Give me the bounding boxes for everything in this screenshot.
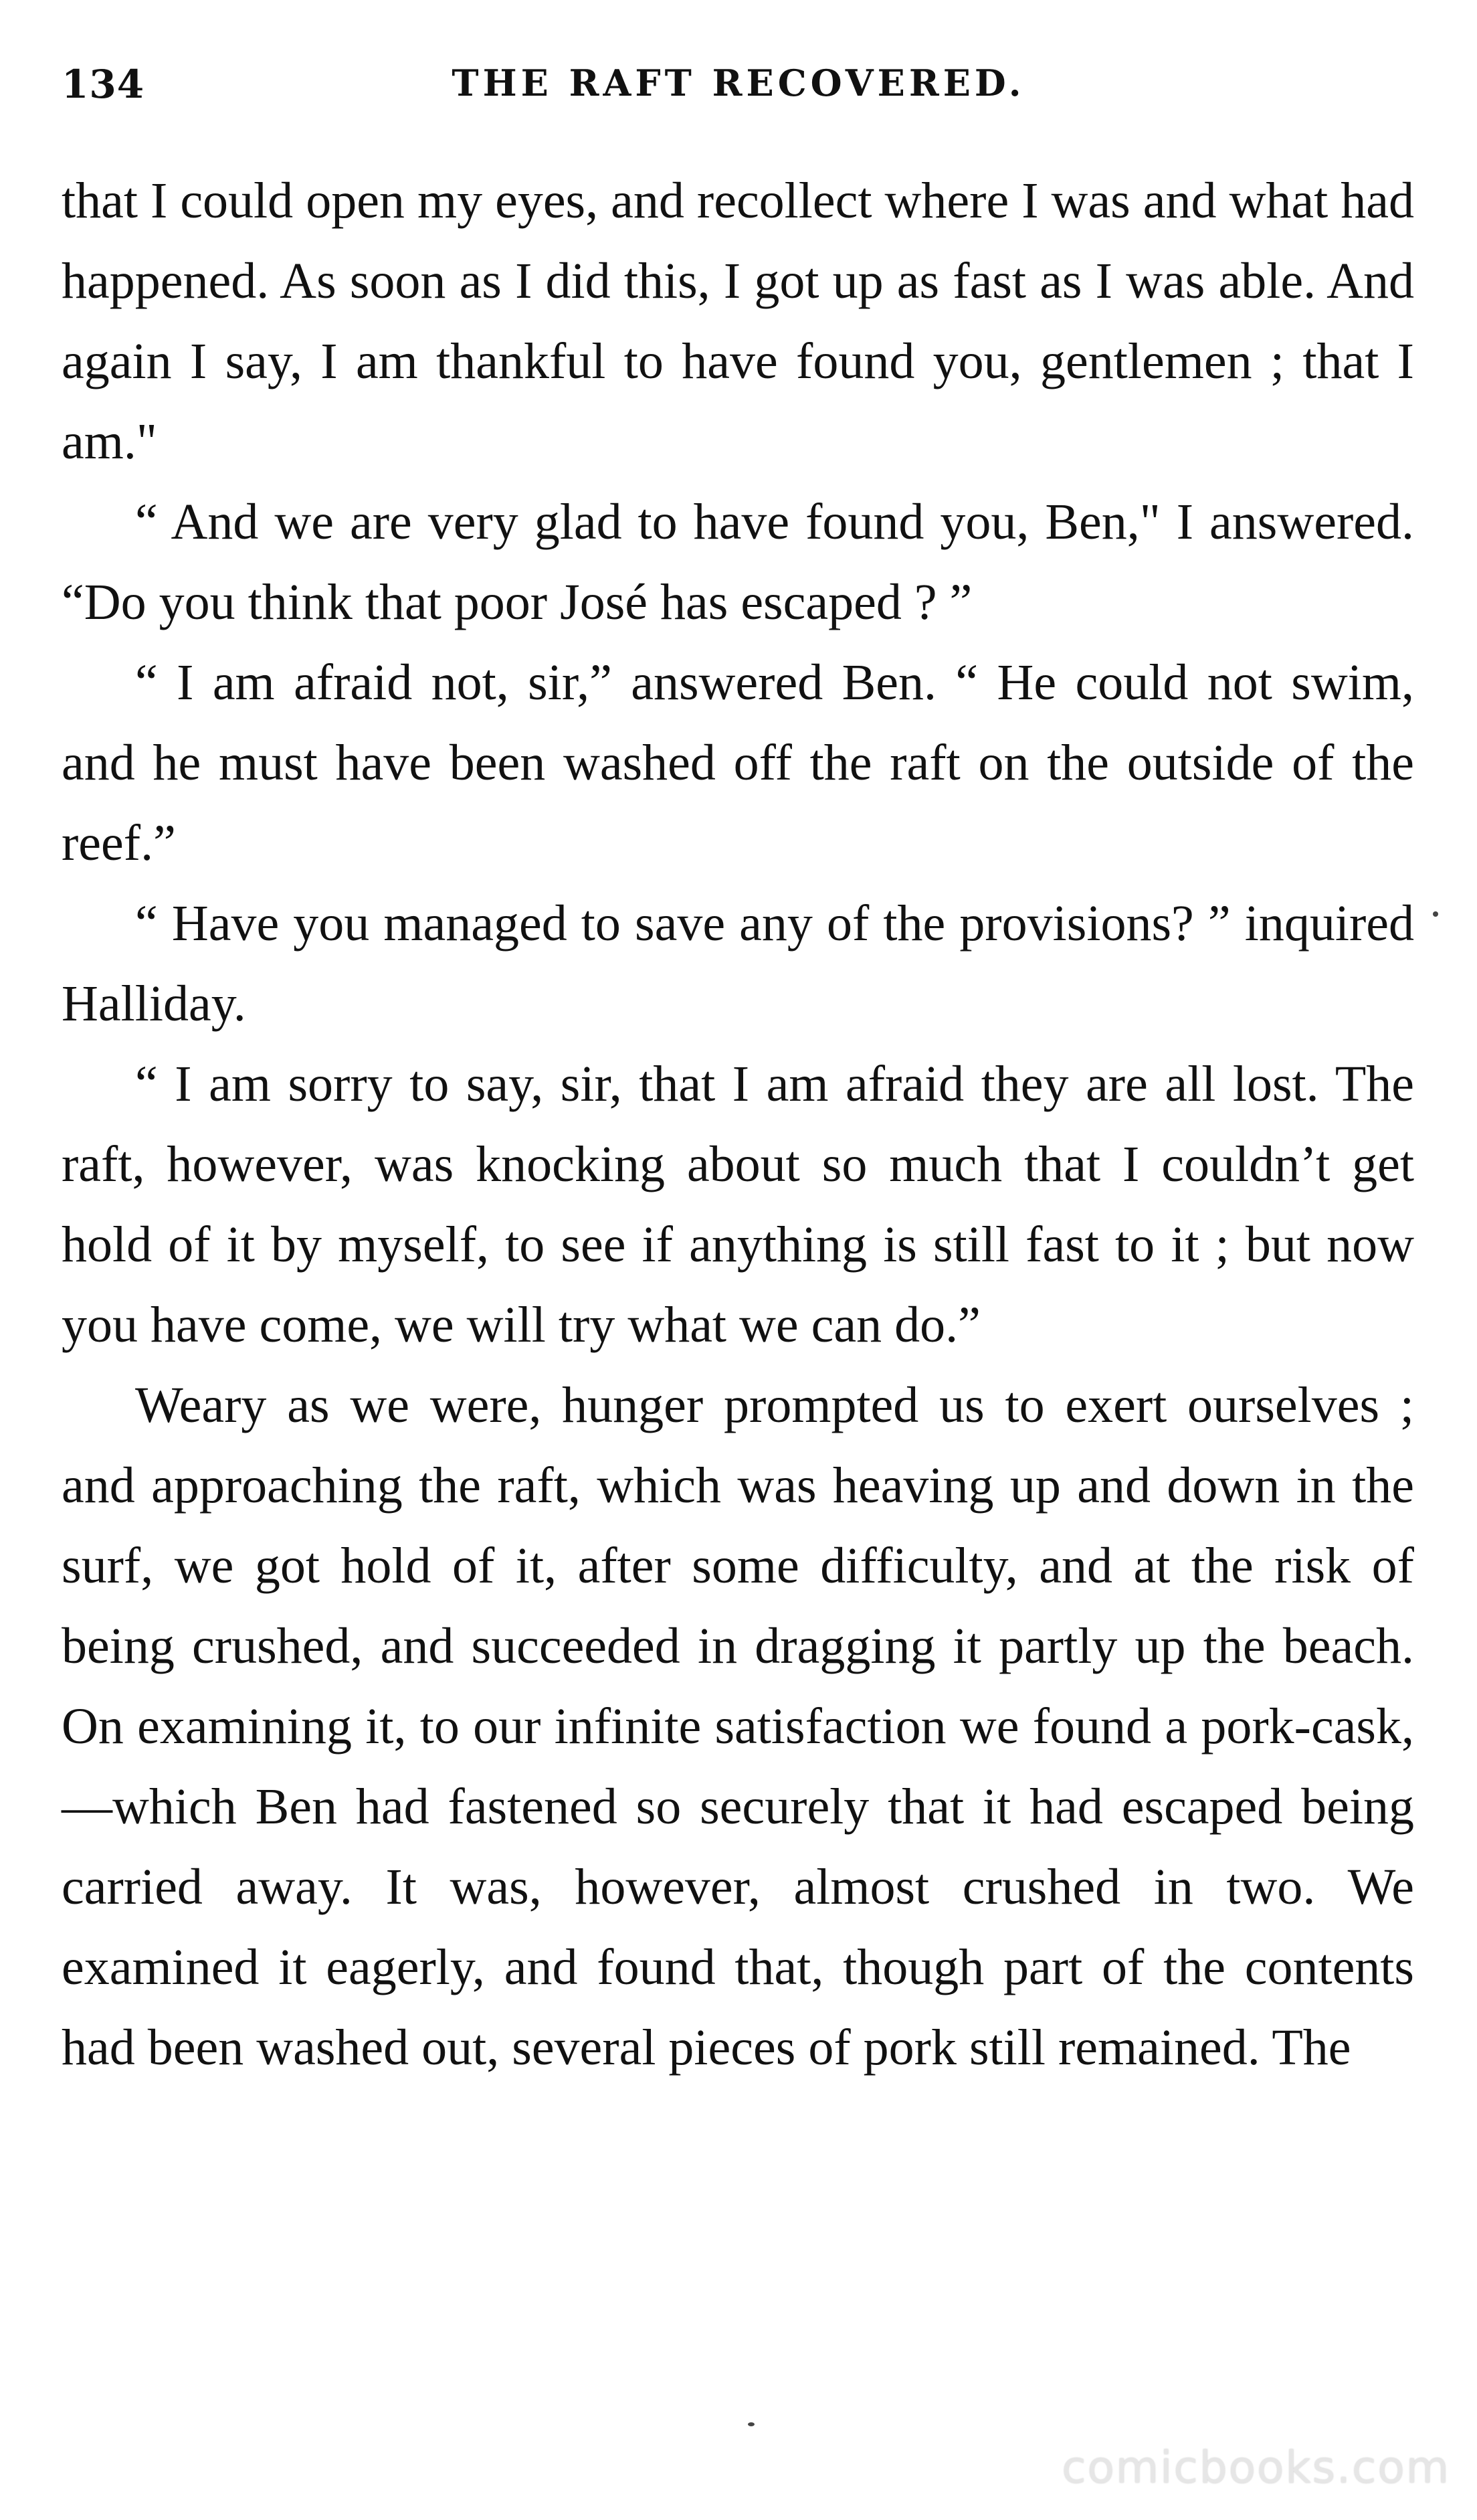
- paragraph-5: “ I am sorry to say, sir, that I am afraid they are all lost. The raft, however, was knocking about so much that I couldn’t get hold of it by myself, to see if anything is still fast to it ; but now you have come, we will try what we can do.”: [62, 1056, 1414, 1353]
- paragraph-6: Weary as we were, hunger prompted us to exert ourselves ; and approaching the raft, which was heaving up and down in the surf, we got hold of it, after some difficulty, and at the risk of being crushed, and succeeded in dragging it partly up the beach. On examining it, to our infinite satisfaction we found a pork-cask,—which Ben had fastened so securely that it had escaped being carried away. It was, however, almost crushed in two. We examined it eagerly, and found that, though part of the contents had been washed out, several pieces of pork still remained. The: [62, 1377, 1414, 2076]
- running-title: THE RAFT RECOVERED.: [452, 62, 1025, 104]
- paragraph-2: “ And we are very glad to have found you, Ben," I answered. “Do you think that poor José has escaped ? ”: [62, 494, 1414, 630]
- page-header: [62, 62, 1415, 115]
- paragraph-3: “ I am afraid not, sir,” answered Ben. “ He could not swim, and he must have been washed off the raft on the outside of the reef.”: [62, 654, 1414, 871]
- page-number: 134: [62, 62, 145, 107]
- paragraph-4: “ Have you managed to save any of the provisions? ” inquired Halliday.: [62, 895, 1414, 1032]
- watermark: comicbooks.com: [1062, 2442, 1450, 2493]
- paragraph-1: that I could open my eyes, and recollect where I was and what had happened. As soon as I did this, I got up as fast as I was able. And again I say, I am thankful to have found you, gentlemen ; that I am.": [62, 173, 1414, 470]
- print-speck: [1433, 911, 1438, 917]
- print-speck: [748, 2422, 755, 2426]
- body-text: [62, 161, 1414, 2088]
